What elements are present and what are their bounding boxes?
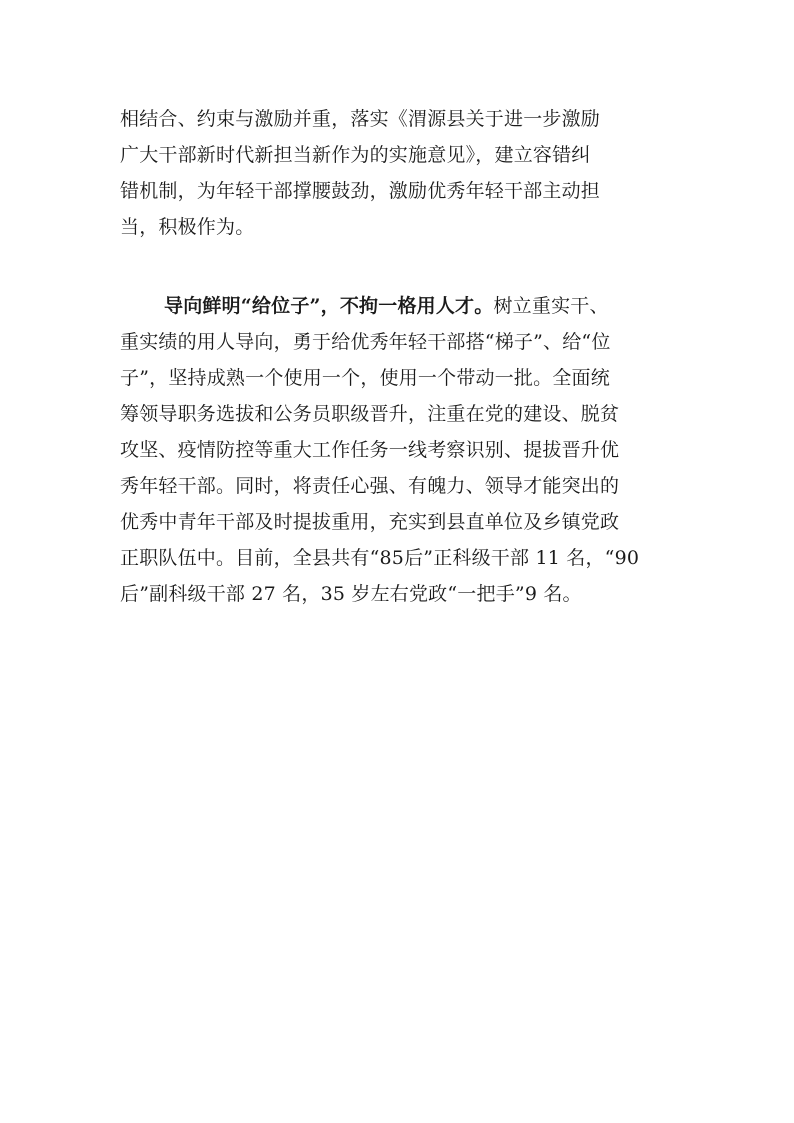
paragraph-line: 秀年轻干部。同时，将责任心强、有魄力、领导才能突出的 bbox=[120, 475, 620, 497]
paragraph-spacer bbox=[120, 245, 700, 288]
paragraph-heading: 导向鲜明“给位子”，不拘一格用人才。 bbox=[164, 295, 494, 317]
paragraph-line: 广大干部新时代新担当新作为的实施意见》，建立容错纠 bbox=[120, 144, 591, 166]
paragraph-2 bbox=[120, 288, 700, 612]
paragraph-line: 后”副科级干部 27 名，35 岁左右党政“一把手”9 名。 bbox=[120, 583, 582, 605]
paragraph-line: 筹领导职务选拔和公务员职级晋升，注重在党的建设、脱贫 bbox=[120, 403, 620, 425]
document-body bbox=[120, 101, 700, 612]
paragraph-line: 子”，坚持成熟一个使用一个，使用一个带动一批。全面统 bbox=[120, 367, 610, 389]
paragraph-line: 正职队伍中。目前，全县共有“85后”正科级干部 11 名，“90 bbox=[120, 547, 640, 569]
paragraph-line: 优秀中青年干部及时提拔重用，充实到县直单位及乡镇党政 bbox=[120, 511, 620, 533]
paragraph-first-line-text: 树立重实干、 bbox=[493, 295, 609, 317]
paragraph-line: 错机制，为年轻干部撑腰鼓劲，激励优秀年轻干部主动担 bbox=[120, 180, 601, 202]
paragraph-first-line bbox=[120, 288, 700, 324]
paragraph-1 bbox=[120, 101, 700, 245]
paragraph-line: 相结合、约束与激励并重，落实《渭源县关于进一步激励 bbox=[120, 108, 601, 130]
paragraph-line: 攻坚、疫情防控等重大工作任务一线考察识别、提拔晋升优 bbox=[120, 439, 620, 461]
paragraph-line: 当，积极作为。 bbox=[120, 216, 255, 238]
paragraph-line: 重实绩的用人导向，勇于给优秀年轻干部搭“梯子”、给“位 bbox=[120, 331, 611, 353]
